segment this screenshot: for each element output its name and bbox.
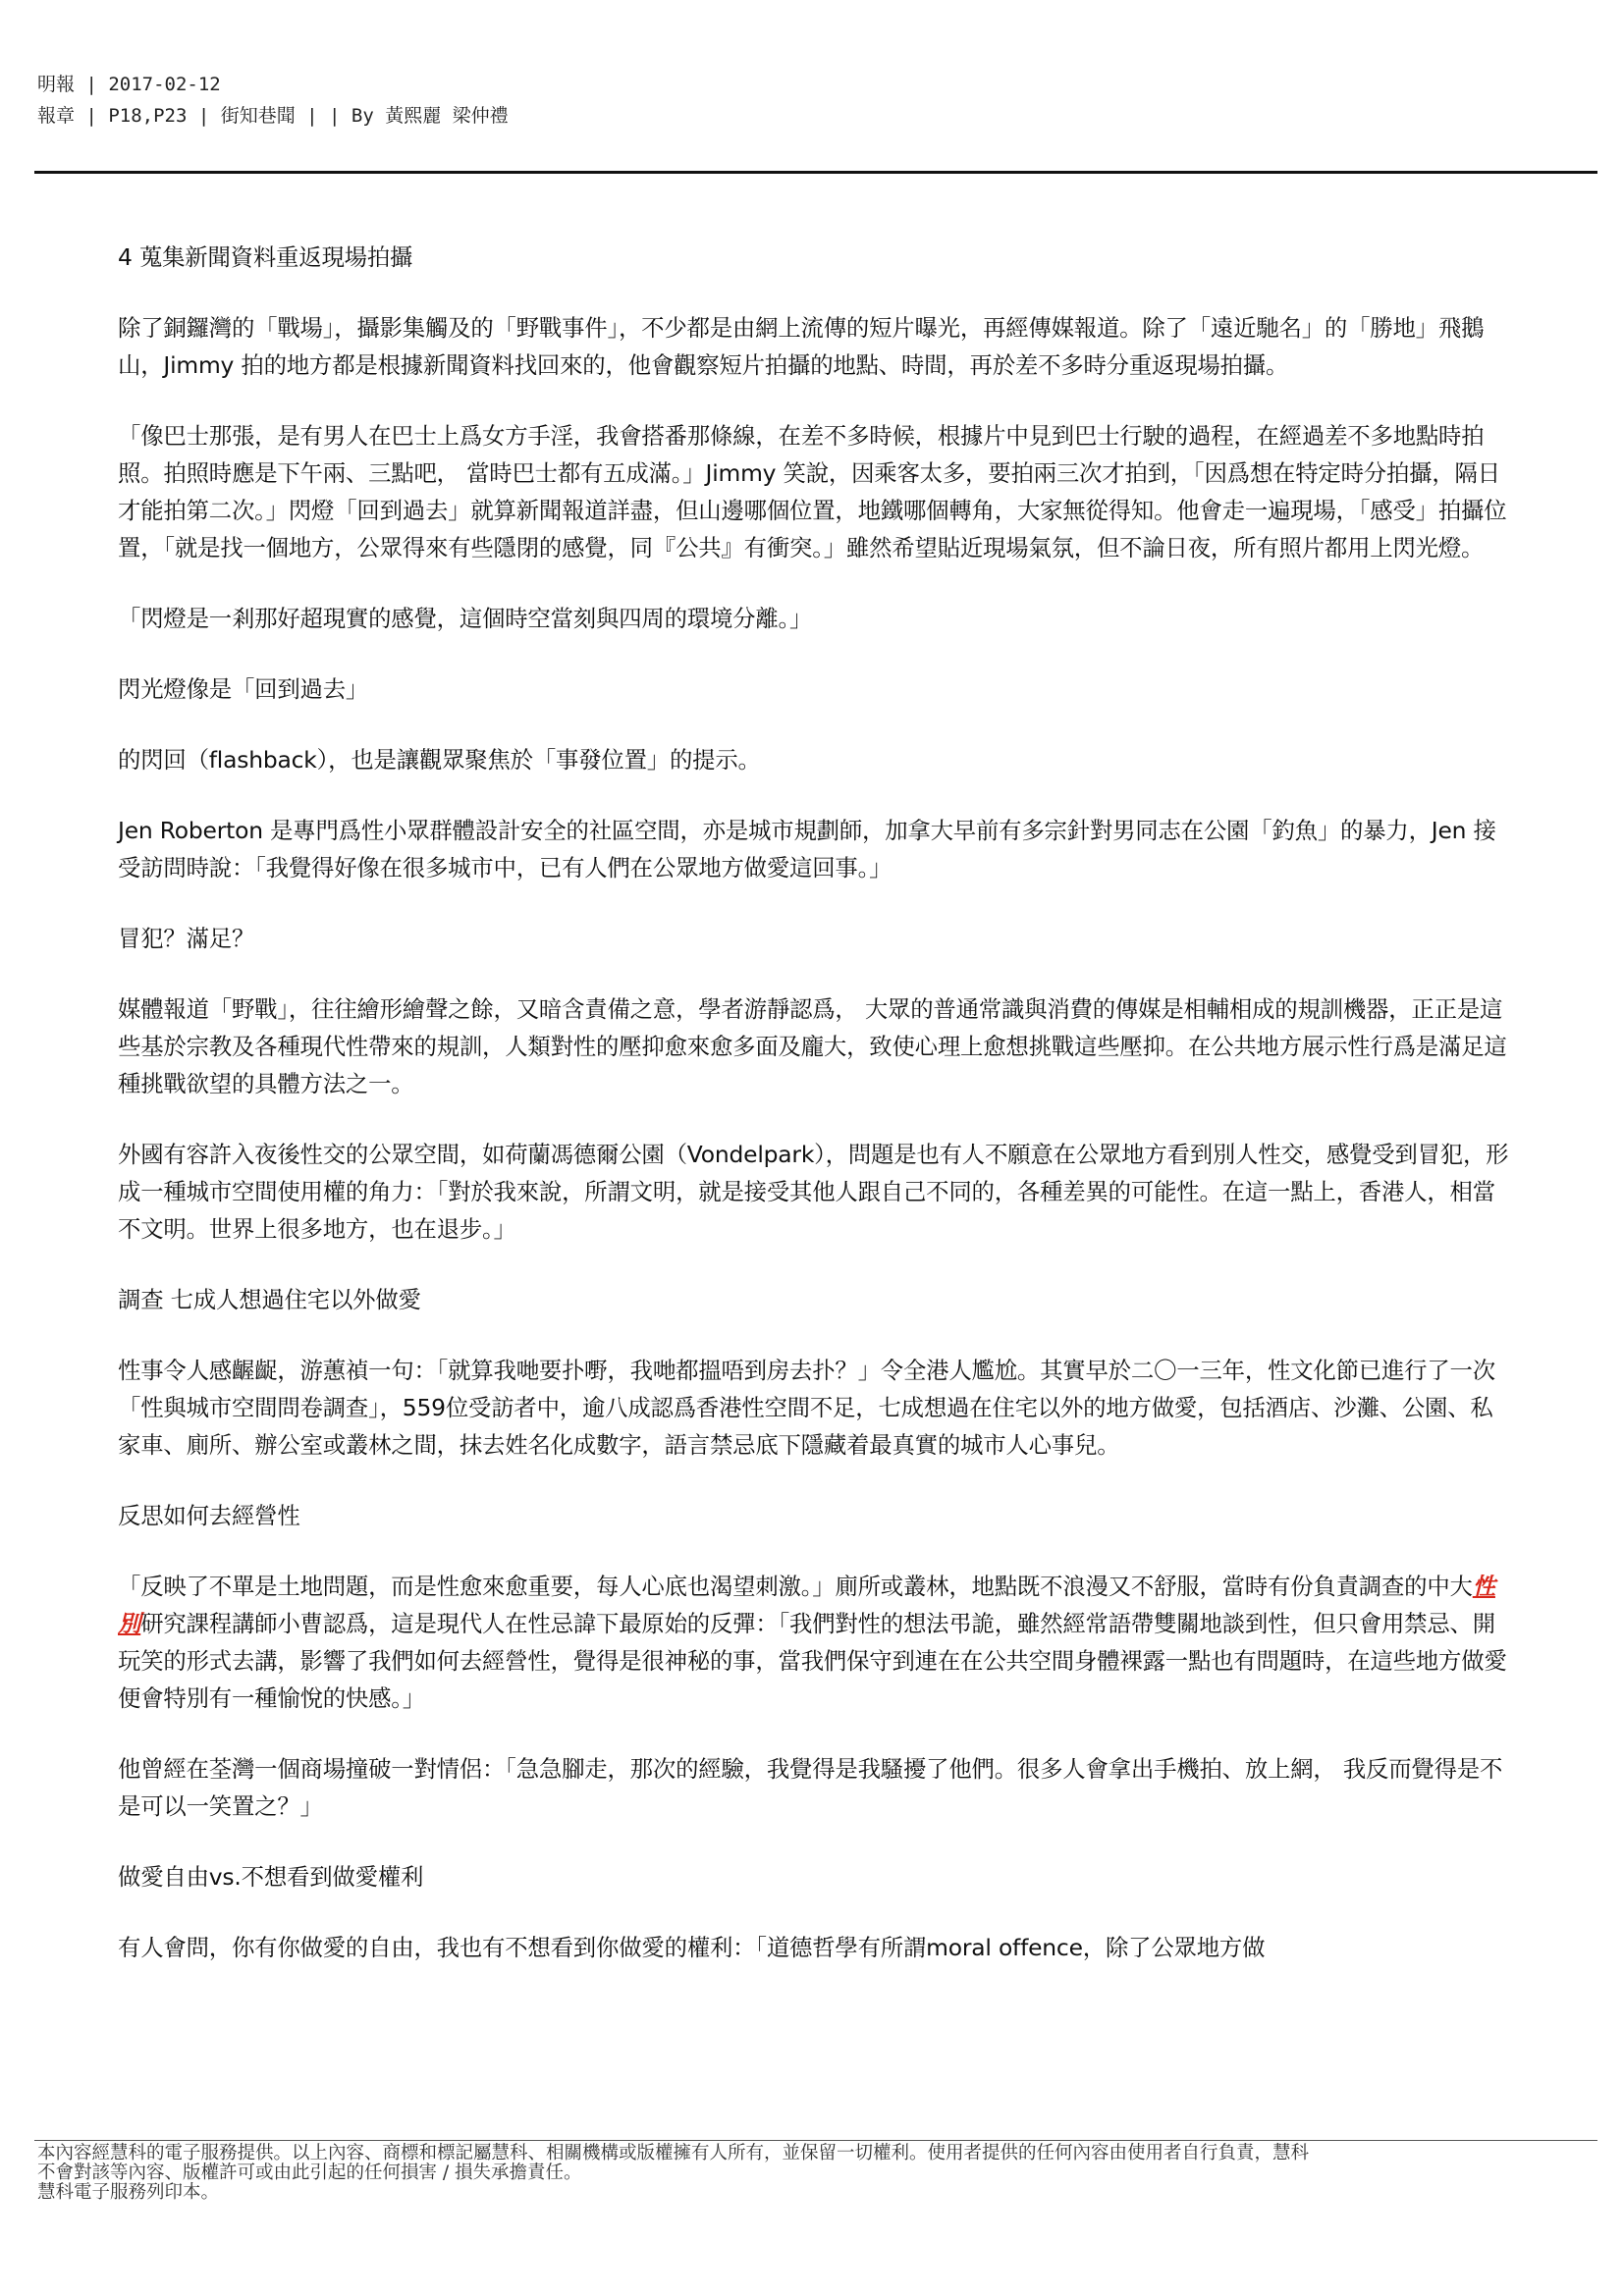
paragraph: 「像巴士那張，是有男人在巴士上爲女方手淫，我會搭番那條線，在差不多時候，根據片中見到巴士行駛的過程，在經過差不多地點時拍照。拍照時應是下午兩、三點吧， 當時巴士都有五成滿。」Jimmy 笑說，因乘客太多，要拍兩三次才拍到，「因爲想在特定時分拍攝，隔日才能拍第二次。」閃燈「回到過去」就算新聞報道詳盡，但山邊哪個位置，地鐵哪個轉角，大家無從得知。他會走一遍現場，「感受」拍攝位置，「就是找一個地方，公眾得來有些隱閉的感覺，同『公共』有衝突。」雖然希望貼近現場氣氛，但不論日夜，所有照片都用上閃光燈。 (118, 422, 1507, 561)
paragraph: 媒體報道「野戰」，往往繪形繪聲之餘，又暗含責備之意，學者游靜認爲， 大眾的普通常識與消費的傳媒是相輔相成的規訓機器，正正是這些基於宗教及各種現代性帶來的規訓，人類對性的壓抑愈來愈多面及龐大，致使心理上愈想挑戰這些壓抑。在公共地方展示性行爲是滿足這種挑戰欲望的具體方法之一。 (118, 995, 1507, 1097)
section-heading: 調查 七成人想過住宅以外做愛 (118, 1286, 421, 1313)
header-divider (34, 171, 1597, 174)
paragraph: 外國有容許入夜後性交的公眾空間，如荷蘭馮德爾公園（Vondelpark），問題是也有人不願意在公眾地方看到別人性交，感覺受到冒犯，形成一種城市空間使用權的角力：「對於我來說，所謂文明，就是接受其他人跟自己不同的，各種差異的可能性。在這一點上，香港人，相當不文明。世界上很多地方，也在退步。」 (118, 1141, 1509, 1243)
section-heading: 反思如何去經營性 (118, 1502, 300, 1529)
paragraph: 的閃回（flashback），也是讓觀眾聚焦於「事發位置」的提示。 (118, 746, 761, 774)
article-body (118, 239, 1512, 2000)
footer-line: 本內容經慧科的電子服務提供。以上內容、商標和標記屬慧科、相關機構或版權擁有人所有，並保留一切權利。使用者提供的任何內容由使用者自行負責，慧科 (37, 2143, 1310, 2163)
footer-divider (34, 2140, 1597, 2141)
section-heading: 做愛自由vs.不想看到做愛權利 (118, 1863, 424, 1891)
footer-line: 不會對該等內容、版權許可或由此引起的任何損害 / 損失承擔責任。 (37, 2163, 582, 2183)
header-source-date: 明報 | 2017-02-12 (37, 74, 221, 95)
highlighted-keyword[interactable]: 性別 (118, 1573, 1495, 1637)
paragraph: 閃光燈像是「回到過去」 (118, 675, 369, 703)
paragraph: Jen Roberton 是專門爲性小眾群體設計安全的社區空間，亦是城市規劃師，加拿大早前有多宗針對男同志在公園「釣魚」的暴力，Jen 接受訪問時說：「我覺得好像在很多城市中，已有人們在公眾地方做愛這回事。」 (118, 817, 1496, 881)
paragraph: 除了銅鑼灣的「戰場」，攝影集觸及的「野戰事件」，不少都是由網上流傳的短片曝光，再經傳媒報道。除了「遠近馳名」的「勝地」飛鵝山，Jimmy 拍的地方都是根據新聞資料找回來的，他會觀察短片拍攝的地點、時間，再於差不多時分重返現場拍攝。 (118, 314, 1485, 379)
paragraph: 性事令人感齷齪，游蕙禎一句：「就算我哋要扑嘢，我哋都搵唔到房去扑？」令全港人尷尬。其實早於二〇一三年，性文化節已進行了一次「性與城市空間問卷調查」，559位受訪者中，逾八成認爲香港性空間不足，七成想過在住宅以外的地方做愛，包括酒店、沙灘、公園、私家車、廁所、辦公室或叢林之間，抹去姓名化成數字，語言禁忌底下隱藏着最真實的城市人心事兒。 (118, 1357, 1495, 1459)
section-heading: 4 蒐集新聞資料重返現場拍攝 (118, 243, 413, 271)
document-header (37, 69, 1589, 132)
section-heading: 冒犯？滿足？ (118, 925, 255, 952)
paragraph (118, 1568, 1512, 1717)
paragraph: 他曾經在荃灣一個商場撞破一對情侶：「急急腳走，那次的經驗，我覺得是我騷擾了他們。很多人會拿出手機拍、放上網， 我反而覺得是不是可以一笑置之？」 (118, 1755, 1503, 1820)
footer-line: 慧科電子服務列印本。 (37, 2182, 220, 2203)
header-section-byline: 報章 | P18,P23 | 街知巷聞 | | By 黃熙麗 梁仲禮 (37, 105, 509, 127)
paragraph-text: 研究課程講師小曹認爲，這是現代人在性忌諱下最原始的反彈：「我們對性的想法弔詭，雖然經常語帶雙關地談到性，但只會用禁忌、開玩笑的形式去講，影響了我們如何去經營性，覺得是很神秘的事，當我們保守到連在在公共空間身體裸露一點也有問題時，在這些地方做愛便會特別有一種愉悅的快感。」 (118, 1610, 1507, 1712)
copyright-footer (37, 2144, 1569, 2203)
paragraph: 有人會問，你有你做愛的自由，我也有不想看到你做愛的權利：「道德哲學有所謂moral offence，除了公眾地方做 (118, 1934, 1266, 1961)
paragraph: 「閃燈是一剎那好超現實的感覺，這個時空當刻與四周的環境分離。」 (118, 605, 813, 632)
paragraph-text: 「反映了不單是土地問題，而是性愈來愈重要，每人心底也渴望刺激。」廁所或叢林，地點既不浪漫又不舒服，當時有份負責調查的中大 (118, 1573, 1473, 1600)
